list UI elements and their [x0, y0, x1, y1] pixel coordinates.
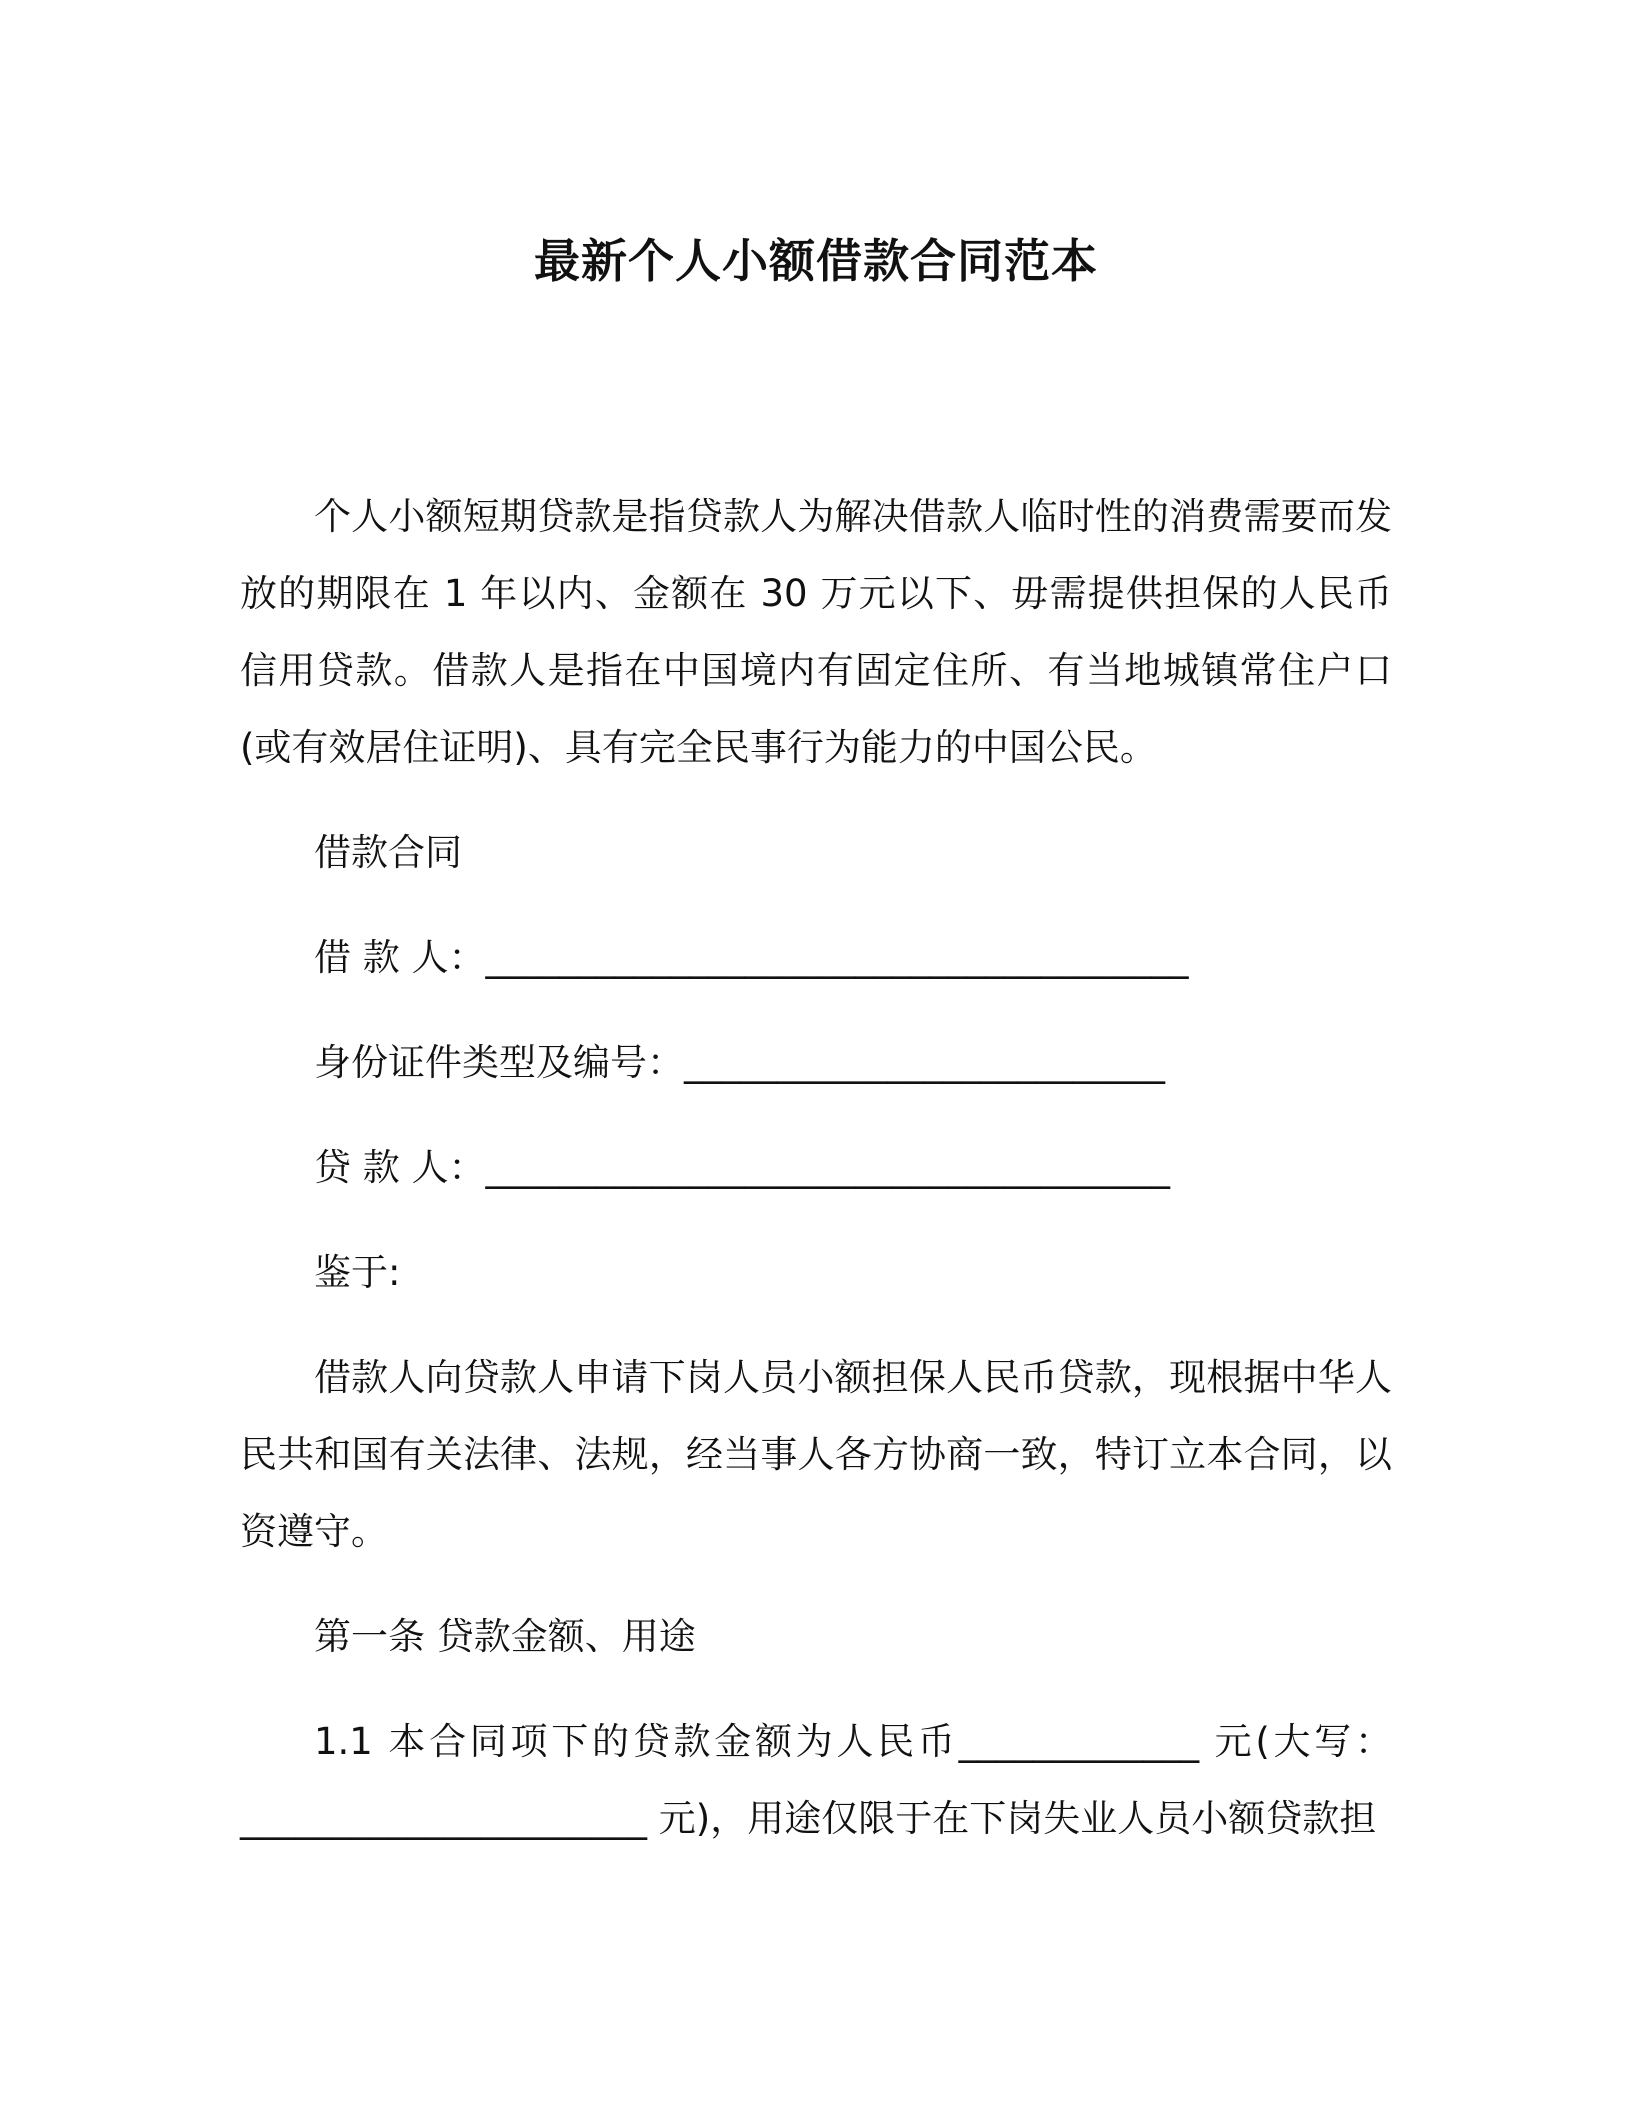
article-one-heading: 第一条 贷款金额、用途: [314, 1615, 696, 1658]
document-body: [240, 478, 1392, 1857]
borrower-field: 借 款 人：______________________________________: [314, 936, 1189, 979]
whereas-paragraph: 借款人向贷款人申请下岗人员小额担保人民币贷款，现根据中华人民共和国有关法律、法规，经当事人各方协商一致，特订立本合同，以资遵守。: [240, 1356, 1392, 1553]
clause-1-1-paragraph: 1.1 本合同项下的贷款金额为人民币_____________ 元(大写：______________________ 元)，用途仅限于在下岗失业人员小额贷款担: [240, 1720, 1392, 1840]
document-title: 最新个人小额借款合同范本: [534, 234, 1098, 288]
id-type-number-field: 身份证件类型及编号：__________________________: [314, 1041, 1165, 1084]
intro-paragraph: 个人小额短期贷款是指贷款人为解决借款人临时性的消费需要而发放的期限在 1 年以内、金额在 30 万元以下、毋需提供担保的人民币信用贷款。借款人是指在中国境内有固定住所、有当地城镇常住户口(或有效居住证明)、具有完全民事行为能力的中国公民。: [240, 495, 1392, 769]
whereas-label: 鉴于:: [314, 1251, 401, 1294]
lender-field: 贷 款 人：_____________________________________: [314, 1146, 1171, 1189]
contract-heading: 借款合同: [314, 831, 462, 874]
